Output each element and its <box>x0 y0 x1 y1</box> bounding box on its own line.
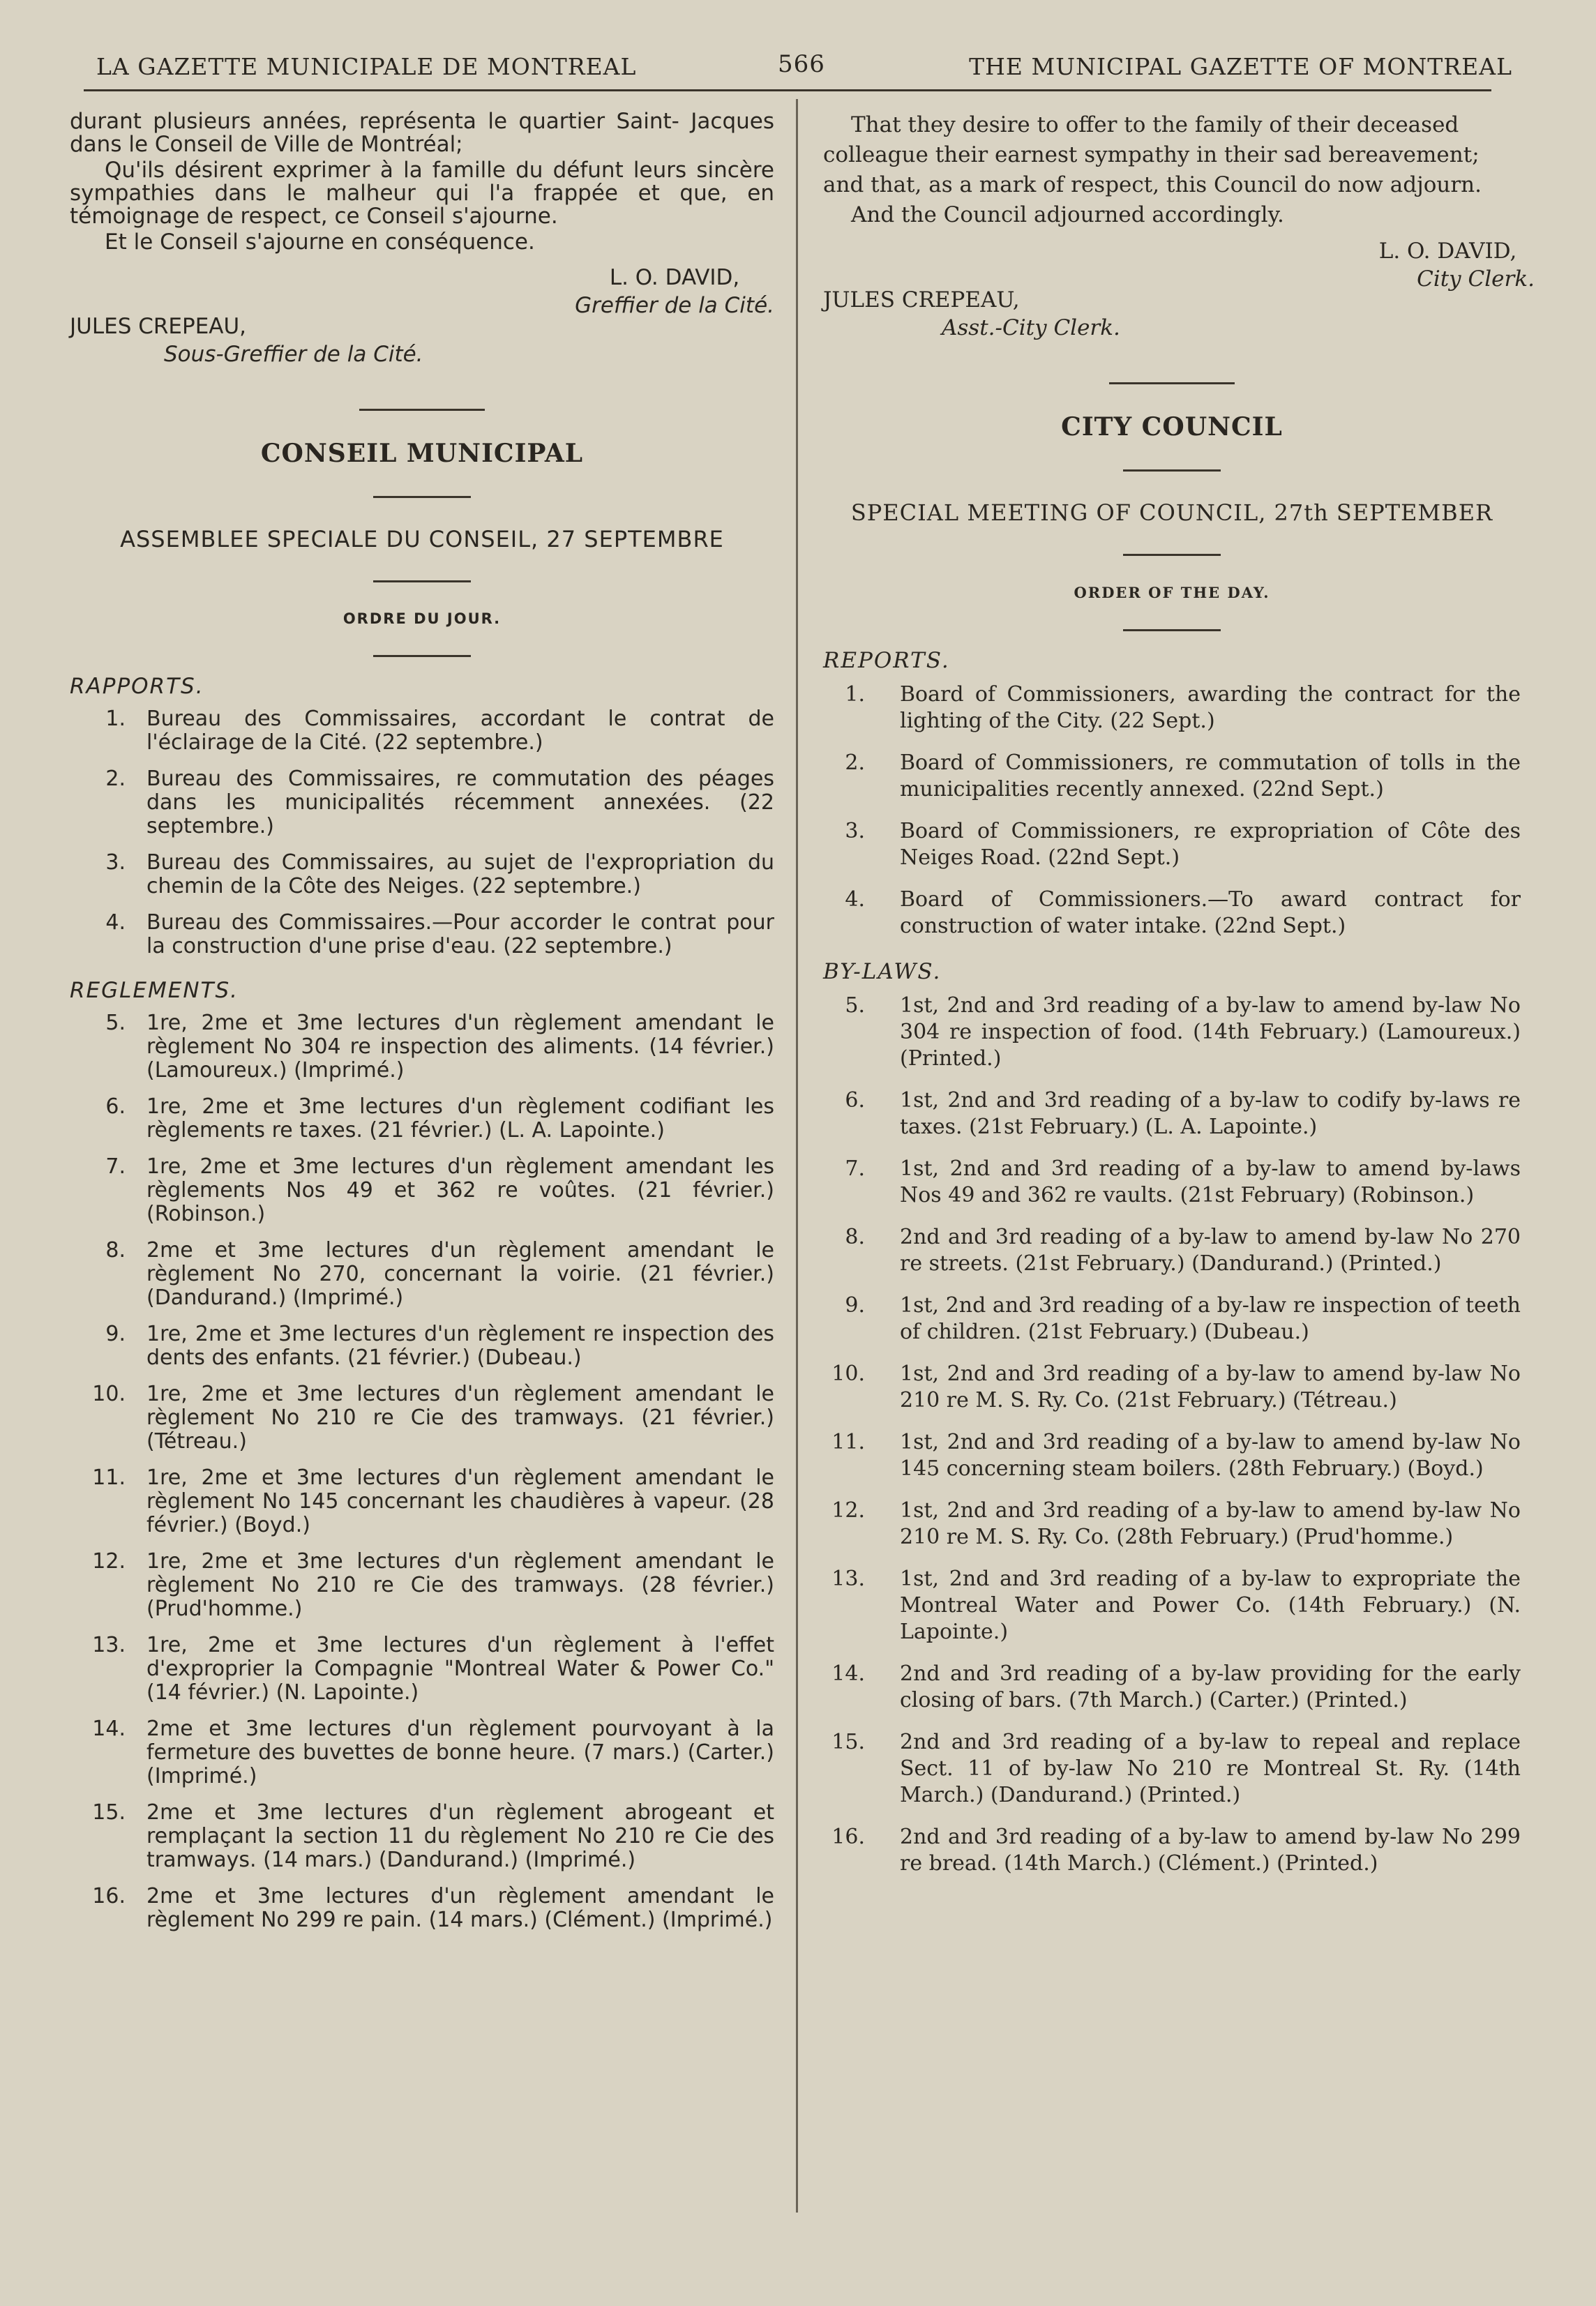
item-number: 13. <box>92 1633 126 1657</box>
item-text: 1st, 2nd and 3rd reading of a by-law re inspection of teeth of children. (21st February.) (Dubeau.) <box>900 1293 1521 1344</box>
item-text: 2me et 3me lectures d'un règlement amendant le règlement No 299 re pain. (14 mars.) (Clément.) (Imprimé.) <box>146 1884 774 1932</box>
item-number: 5. <box>105 1011 126 1035</box>
fr-asst-signature <box>70 312 423 368</box>
fr-order-rule <box>373 655 471 657</box>
item-text: 2me et 3me lectures d'un règlement pourvoyant à la fermeture des buvettes de bonne heure. (7 mars.) (Carter.) (Imprimé.) <box>146 1717 774 1788</box>
item-text: 2nd and 3rd reading of a by-law to amend by-law No 299 re bread. (14th March.) (Clément.) (Printed.) <box>900 1825 1521 1876</box>
fr-meeting-rule <box>373 580 471 582</box>
list-item <box>823 993 1521 1072</box>
item-number: 2. <box>105 767 126 791</box>
item-text: 1re, 2me et 3me lectures d'un règlement amendant le règlement No 210 re Cie des tramways. (28 février.) (Prud'homme.) <box>146 1549 774 1621</box>
header-english-title: THE MUNICIPAL GAZETTE OF MONTREAL <box>969 53 1512 80</box>
list-item <box>70 1011 774 1083</box>
item-number: 16. <box>831 1825 865 1849</box>
item-number: 16. <box>92 1884 126 1908</box>
en-bylaws-heading: BY-LAWS. <box>823 959 942 984</box>
item-number: 11. <box>831 1430 865 1454</box>
list-item <box>823 1566 1521 1645</box>
en-clerk-name: L. O. DAVID, <box>1378 239 1517 264</box>
item-number: 15. <box>831 1730 865 1754</box>
en-asst-signature <box>823 286 1120 342</box>
item-text: 1re, 2me et 3me lectures d'un règlement amendant le règlement No 145 concernant les chaudières à vapeur. (28 février.) (Boyd.) <box>146 1465 774 1537</box>
list-item <box>823 1293 1521 1346</box>
list-item <box>823 1824 1521 1877</box>
list-item <box>823 1661 1521 1714</box>
list-item <box>70 1466 774 1537</box>
list-item <box>823 887 1521 940</box>
item-number: 6. <box>845 1088 865 1113</box>
item-text: 1re, 2me et 3me lectures d'un règlement à l'effet d'exproprier la Compagnie "Montreal Water & Power Co." (14 février.) (N. Lapointe.) <box>146 1633 774 1705</box>
item-text: 1st, 2nd and 3rd reading of a by-law to amend by-law No 210 re M. S. Ry. Co. (28th February.) (Prud'homme.) <box>900 1498 1521 1549</box>
en-clerk-signature <box>1361 237 1535 293</box>
list-item <box>823 1429 1521 1482</box>
fr-reports-heading: RAPPORTS. <box>70 674 204 699</box>
item-number: 9. <box>845 1293 865 1318</box>
fr-clerk-signature <box>575 264 774 319</box>
item-number: 3. <box>845 819 865 843</box>
en-asst-title: Asst.-City Clerk. <box>942 315 1120 340</box>
list-item <box>823 1087 1521 1140</box>
item-text: 2me et 3me lectures d'un règlement abrogeant et remplaçant la section 11 du règlement No 210 re Cie des tramways. (14 mars.) (Dandurand.) (Imprimé.) <box>146 1800 774 1872</box>
item-number: 2. <box>845 751 865 775</box>
item-text: 1st, 2nd and 3rd reading of a by-law to codify by-laws re taxes. (21st February.) (L. A. Lapointe.) <box>900 1088 1521 1139</box>
fr-clerk-name: L. O. DAVID, <box>609 265 740 290</box>
fr-reports-list <box>70 707 774 958</box>
page-header <box>70 43 1526 85</box>
list-item <box>70 1095 774 1143</box>
item-number: 5. <box>845 993 865 1018</box>
fr-section-rule <box>359 409 485 411</box>
fr-asst-title: Sous-Greffier de la Cité. <box>164 342 423 367</box>
item-text: 2nd and 3rd reading of a by-law providing for the early closing of bars. (7th March.) (Carter.) (Printed.) <box>900 1661 1521 1712</box>
en-order-heading: ORDER OF THE DAY. <box>1074 584 1270 601</box>
item-text: 1re, 2me et 3me lectures d'un règlement re inspection des dents des enfants. (21 février.) (Dubeau.) <box>146 1322 774 1370</box>
en-signatures <box>823 230 1535 349</box>
item-text: 1st, 2nd and 3rd reading of a by-law to amend by-law No 210 re M. S. Ry. Co. (21st February.) (Tétreau.) <box>900 1362 1521 1412</box>
item-text: Bureau des Commissaires, au sujet de l'expropriation du chemin de la Côte des Neiges. (22 septembre.) <box>146 850 774 898</box>
list-item <box>70 1155 774 1226</box>
fr-asst-name: JULES CREPEAU, <box>70 314 247 339</box>
item-number: 6. <box>105 1094 126 1119</box>
list-item <box>70 767 774 838</box>
fr-intro-paragraph: durant plusieurs années, représenta le quartier Saint- Jacques dans le Conseil de Ville de Montréal; <box>70 109 774 157</box>
item-text: 2nd and 3rd reading of a by-law to amend by-law No 270 re streets. (21st February.) (Dandurand.) (Printed.) <box>900 1225 1521 1276</box>
item-text: 1re, 2me et 3me lectures d'un règlement amendant le règlement No 304 re inspection des aliments. (14 février.) (Lamoureux.) (Imprimé.) <box>146 1011 774 1083</box>
list-item <box>70 1322 774 1370</box>
list-item <box>70 1717 774 1788</box>
list-item <box>823 750 1521 803</box>
header-rule <box>84 89 1491 91</box>
item-text: Bureau des Commissaires, accordant le contrat de l'éclairage de la Cité. (22 septembre.) <box>146 707 774 755</box>
english-column <box>823 110 1535 1892</box>
fr-section-title: CONSEIL MUNICIPAL <box>260 439 584 468</box>
item-number: 7. <box>105 1154 126 1179</box>
item-text: 1st, 2nd and 3rd reading of a by-law to amend by-laws Nos 49 and 362 re vaults. (21st February) (Robinson.) <box>900 1156 1521 1207</box>
item-number: 4. <box>105 910 126 935</box>
list-item <box>823 1156 1521 1209</box>
list-item <box>823 1224 1521 1277</box>
fr-intro-paragraph: Et le Conseil s'ajourne en conséquence. <box>105 229 535 255</box>
item-number: 8. <box>105 1238 126 1263</box>
french-column <box>70 110 774 1945</box>
list-item <box>823 1498 1521 1551</box>
item-number: 4. <box>845 887 865 912</box>
item-text: 1re, 2me et 3me lectures d'un règlement amendant le règlement No 210 re Cie des tramways. (21 février.) (Tétreau.) <box>146 1382 774 1454</box>
list-item <box>70 1239 774 1310</box>
list-item <box>70 1885 774 1932</box>
en-reports-heading: REPORTS. <box>823 648 950 673</box>
item-number: 14. <box>92 1717 126 1741</box>
item-text: 1st, 2nd and 3rd reading of a by-law to amend by-law No 304 re inspection of food. (14th February.) (Lamoureux.) (Printed.) <box>900 993 1521 1071</box>
item-number: 14. <box>831 1661 865 1686</box>
item-text: Board of Commissioners.—To award contract for construction of water intake. (22nd Sept.) <box>900 887 1521 938</box>
item-number: 11. <box>92 1465 126 1490</box>
fr-title-rule <box>373 496 471 498</box>
page-number: 566 <box>778 50 825 78</box>
item-number: 12. <box>92 1549 126 1574</box>
item-text: Bureau des Commissaires, re commutation des péages dans les municipalités récemment annexées. (22 septembre.) <box>146 767 774 838</box>
item-text: 2nd and 3rd reading of a by-law to repeal and replace Sect. 11 of by-law No 210 re Montreal St. Ry. (14th March.) (Dandurand.) (Printed.) <box>900 1730 1521 1807</box>
en-section-title: CITY COUNCIL <box>1061 412 1283 442</box>
item-number: 1. <box>105 707 126 731</box>
en-bylaws-list <box>823 993 1521 1877</box>
list-item <box>823 1361 1521 1414</box>
fr-clerk-title: Greffier de la Cité. <box>575 293 774 318</box>
fr-order-heading: ORDRE DU JOUR. <box>342 610 502 627</box>
list-item <box>70 911 774 958</box>
item-text: Board of Commissioners, re commutation of tolls in the municipalities recently annexed. (22nd Sept.) <box>900 751 1521 801</box>
list-item <box>823 1729 1521 1809</box>
item-number: 8. <box>845 1225 865 1249</box>
list-item <box>823 681 1521 734</box>
list-item <box>70 707 774 755</box>
en-intro-paragraph: And the Council adjourned accordingly. <box>851 202 1284 227</box>
item-text: 1re, 2me et 3me lectures d'un règlement amendant les règlements Nos 49 et 362 re voûtes. (21 février.) (Robinson.) <box>146 1154 774 1226</box>
item-number: 12. <box>831 1498 865 1523</box>
en-order-rule <box>1123 629 1221 631</box>
item-number: 13. <box>831 1567 865 1591</box>
item-text: 2me et 3me lectures d'un règlement amendant le règlement No 270, concernant la voirie. (21 février.) (Dandurand.) (Imprimé.) <box>146 1238 774 1310</box>
item-text: 1st, 2nd and 3rd reading of a by-law to expropriate the Montreal Water and Power Co. (14th February.) (N. Lapointe.) <box>900 1567 1521 1644</box>
item-number: 10. <box>92 1382 126 1406</box>
header-french-title: LA GAZETTE MUNICIPALE DE MONTREAL <box>96 53 637 80</box>
list-item <box>823 818 1521 871</box>
item-text: Bureau des Commissaires.—Pour accorder le contrat pour la construction d'une prise d'eau. (22 septembre.) <box>146 910 774 958</box>
list-item <box>70 1634 774 1705</box>
fr-bylaws-heading: REGLEMENTS. <box>70 978 239 1003</box>
list-item <box>70 851 774 898</box>
fr-meeting-heading: ASSEMBLEE SPECIALE DU CONSEIL, 27 SEPTEMBRE <box>120 526 724 552</box>
column-divider <box>796 99 798 2213</box>
list-item <box>70 1382 774 1454</box>
item-number: 15. <box>92 1800 126 1825</box>
en-meeting-rule <box>1123 554 1221 556</box>
fr-signatures <box>70 257 774 375</box>
item-text: Board of Commissioners, re expropriation of Côte des Neiges Road. (22nd Sept.) <box>900 819 1521 870</box>
en-clerk-title: City Clerk. <box>1417 266 1535 292</box>
en-meeting-heading: SPECIAL MEETING OF COUNCIL, 27th SEPTEMBER <box>850 499 1493 526</box>
en-intro-paragraph: That they desire to offer to the family of their deceased colleague their earnest sympathy in their sad bereavement; and that, as a mark of respect, this Council do now adjourn. <box>823 112 1482 197</box>
en-reports-list <box>823 681 1521 940</box>
item-number: 9. <box>105 1322 126 1346</box>
en-section-rule <box>1109 382 1235 384</box>
item-number: 7. <box>845 1156 865 1181</box>
list-item <box>70 1801 774 1872</box>
item-text: 1st, 2nd and 3rd reading of a by-law to amend by-law No 145 concerning steam boilers. (28th February.) (Boyd.) <box>900 1430 1521 1481</box>
item-number: 3. <box>105 850 126 875</box>
en-asst-name: JULES CREPEAU, <box>823 287 1020 312</box>
item-text: 1re, 2me et 3me lectures d'un règlement codifiant les règlements re taxes. (21 février.) (L. A. Lapointe.) <box>146 1094 774 1143</box>
fr-bylaws-list <box>70 1011 774 1932</box>
en-title-rule <box>1123 469 1221 472</box>
item-number: 1. <box>845 682 865 707</box>
item-text: Board of Commissioners, awarding the contract for the lighting of the City. (22 Sept.) <box>900 682 1521 733</box>
fr-intro-paragraph: Qu'ils désirent exprimer à la famille du défunt leurs sincère sympathies dans le malheur qui l'a frappée et que, en témoignage de respect, ce Conseil s'ajourne. <box>70 158 774 229</box>
list-item <box>70 1550 774 1621</box>
item-number: 10. <box>831 1362 865 1386</box>
